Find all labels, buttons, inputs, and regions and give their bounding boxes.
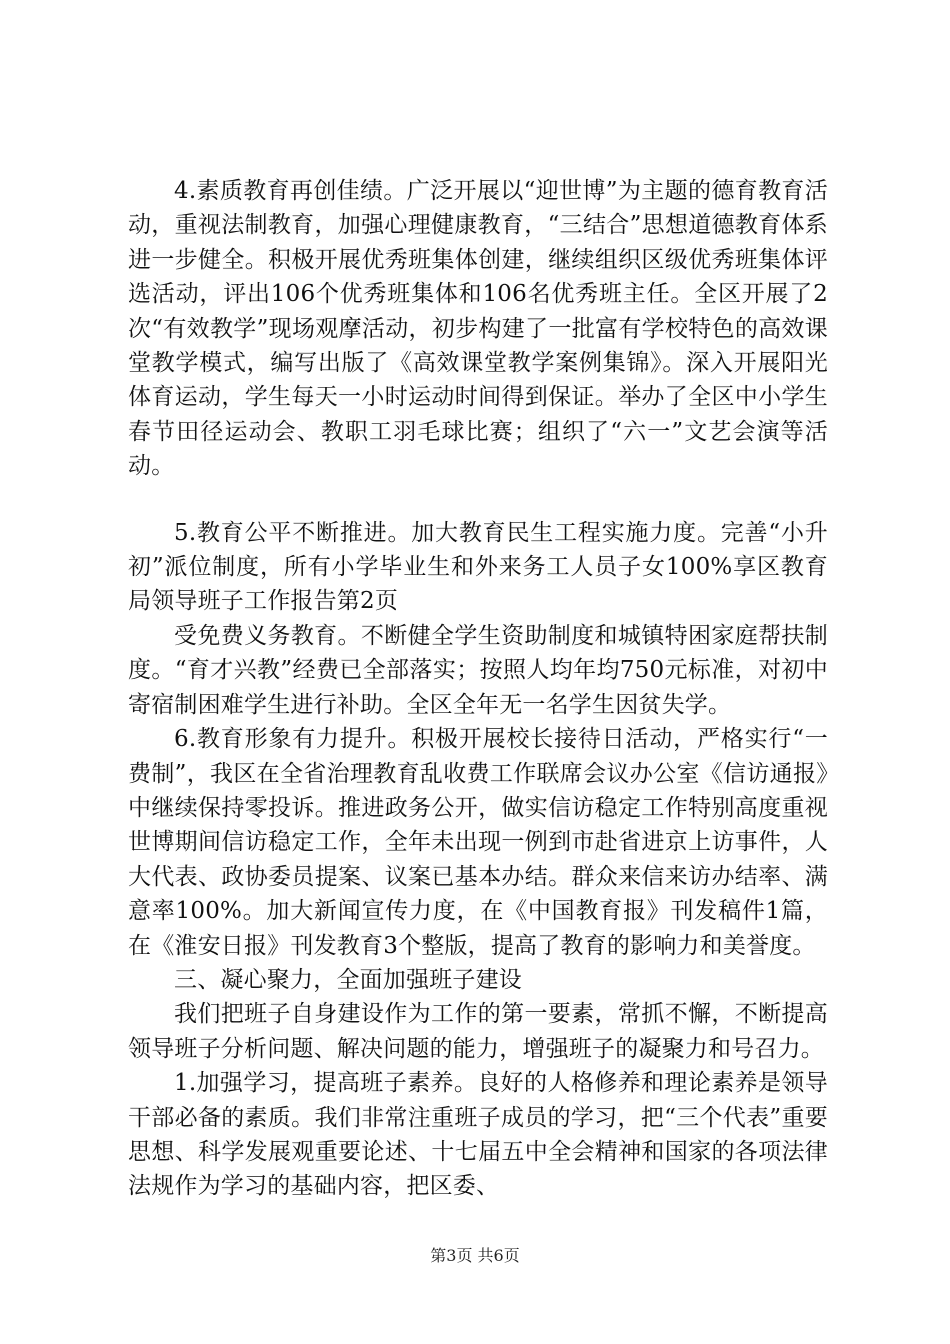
paragraph-team-building: 我们把班子自身建设作为工作的第一要素，常抓不懈，不断提高领导班子分析问题、解决问题的能力，增强班子的凝聚力和号召力。 [128, 1001, 828, 1062]
paragraph-strengthen-learning: 1.加强学习，提高班子素养。良好的人格修养和理论素养是领导干部必备的素质。我们非常注重班子成员的学习，把“三个代表”重要思想、科学发展观重要论述、十七届五中全会精神和国家的各项法律法规作为学习的基础内容，把区委、 [128, 1070, 828, 1200]
paragraph-free-education: 受免费义务教育。不断健全学生资助制度和城镇特困家庭帮扶制度。“育才兴教”经费已全部落实；按照人均年均750元标准，对初中寄宿制困难学生进行补助。全区全年无一名学生因贫失学。 [128, 622, 828, 718]
paragraph-education-equity: 5.教育公平不断推进。加大教育民生工程实施力度。完善“小升初”派位制度，所有小学毕业生和外来务工人员子女100%享区教育局领导班子工作报告第2页 [128, 519, 828, 615]
paragraph-education-image: 6.教育形象有力提升。积极开展校长接待日活动，严格实行“一费制”，我区在全省治理教育乱收费工作联席会议办公室《信访通报》中继续保持零投诉。推进政务公开，做实信访稳定工作特别高度重视世博期间信访稳定工作，全年未出现一例到市赴省进京上访事件，人大代表、政协委员提案、议案已基本办结。群众来信来访办结率、满意率100%。加大新闻宣传力度，在《中国教育报》刊发稿件1篇，在《淮安日报》刊发教育3个整版，提高了教育的影响力和美誉度。 [128, 726, 828, 959]
paragraph-quality-education: 4.素质教育再创佳绩。广泛开展以“迎世博”为主题的德育教育活动，重视法制教育，加强心理健康教育，“三结合”思想道德教育体系进一步健全。积极开展优秀班集体创建，继续组织区级优秀班集体评选活动，评出106个优秀班集体和106名优秀班主任。全区开展了2次“有效教学”现场观摩活动，初步构建了一批富有学校特色的高效课堂教学模式，编写出版了《高效课堂教学案例集锦》。深入开展阳光体育运动，学生每天一小时运动时间得到保证。举办了全区中小学生春节田径运动会、教职工羽毛球比赛；组织了“六一”文艺会演等活动。 [128, 178, 828, 480]
section-heading: 三、凝心聚力，全面加强班子建设 [174, 966, 522, 993]
document-body [128, 174, 828, 1204]
page-footer: 第3页 共6页 [430, 1246, 520, 1265]
